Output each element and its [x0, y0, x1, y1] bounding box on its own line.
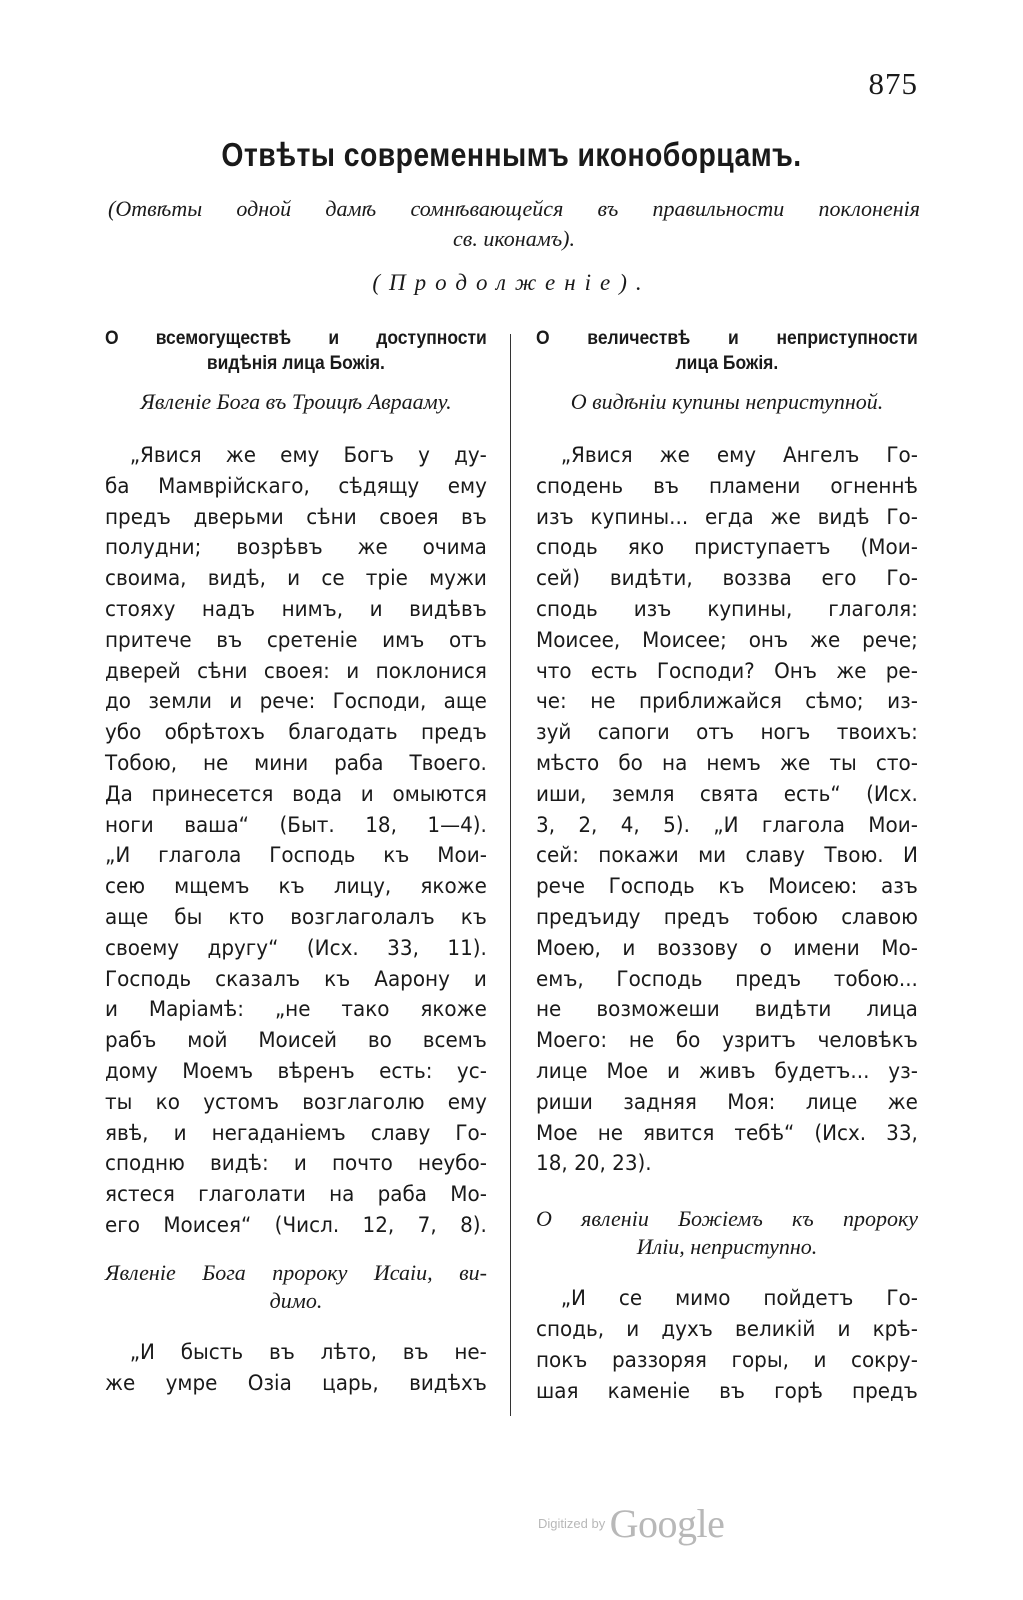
- text-line: рече Господь къ Моисею: азъ: [536, 874, 918, 899]
- text-line: аще бы кто возглаголалъ къ: [105, 904, 487, 929]
- right-subheading-1: О видѣніи купины неприступной.: [570, 389, 884, 414]
- text-line: шая каменіе въ горѣ предъ: [536, 1378, 918, 1403]
- text-line: своему другу“ (Исх. 33, 11).: [105, 935, 487, 960]
- text-line: что есть Господи? Онъ же ре-: [536, 658, 918, 683]
- text-line: не возможеши видѣти лица: [536, 997, 918, 1022]
- text-line: изъ купины... егда же видѣ Го-: [536, 504, 918, 529]
- text-line: предъ дверьми сѣни своея въ: [105, 504, 487, 529]
- text-line: рабъ мой Моисей во всемъ: [105, 1028, 487, 1053]
- left-heading-line-2: видѣнія лица Божія.: [206, 353, 385, 374]
- text-line: его Моисея“ (Числ. 12, 7, 8).: [105, 1212, 487, 1237]
- text-line: Моисее, Моисее; онъ же рече;: [536, 627, 918, 652]
- text-line: „И бысть въ лѣто, въ не-: [129, 1339, 487, 1364]
- text-line: ты ко устомъ возглаголю ему: [105, 1089, 487, 1114]
- text-line: сей) видѣти, воззва его Го-: [536, 566, 918, 591]
- text-line: иши, земля свята есть“ (Исх.: [536, 781, 918, 806]
- right-paragraph-2: [536, 1283, 918, 1406]
- text-line: емъ, Господь предъ тобою...: [536, 966, 918, 991]
- watermark-prefix: Digitized by: [538, 1516, 606, 1531]
- left-column: [105, 326, 487, 1398]
- text-line: своима, видѣ, и се тріе мужи: [105, 566, 487, 591]
- right-subheading-2-line-2: Иліи, неприступно.: [636, 1234, 818, 1260]
- text-line: лице Мое и живъ будетъ... уз-: [536, 1058, 918, 1083]
- text-line: до земли и рече: Господи, аще: [105, 689, 487, 714]
- text-line: сей: покажи ми славу Твою. И: [536, 843, 918, 868]
- right-section-heading: [536, 326, 918, 376]
- text-line: че: не приближайся сѣмо; из-: [536, 689, 918, 714]
- column-divider: [510, 334, 511, 1416]
- text-line: явѣ, и негаданіемъ славу Го-: [105, 1120, 487, 1145]
- text-line: „И се мимо пойдетъ Го-: [560, 1286, 918, 1311]
- text-line: Тобою, не мини раба Твоего.: [105, 750, 487, 775]
- text-line: Моего: не бо узритъ человѣкъ: [536, 1028, 918, 1053]
- continued-label: (Продолженіе).: [372, 270, 651, 295]
- page-number: 875: [868, 66, 918, 101]
- google-logo: Google: [609, 1501, 725, 1546]
- text-line: риши задняя Моя: лице же: [536, 1089, 918, 1114]
- text-line: сподь, и духъ великій и крѣ-: [536, 1316, 918, 1341]
- text-line: ястеся глаголати на раба Мо-: [105, 1182, 487, 1207]
- page-title: Отвѣты современнымъ иконоборцамъ.: [221, 136, 802, 173]
- text-line: „Явися же ему Богъ у ду-: [129, 443, 487, 467]
- text-line: сподь изъ купины, глаголя:: [536, 596, 918, 621]
- text-line: сподню видѣ: и почто неубо-: [105, 1151, 487, 1176]
- text-line: Мое не явится тебѣ“ (Исх. 33,: [536, 1120, 918, 1145]
- text-line: Моею, и воззову о имени Мо-: [536, 935, 918, 960]
- text-line: ба Мамврійскаго, сѣдящу ему: [105, 473, 487, 498]
- right-heading-line-1: О величествѣ и неприступности: [536, 328, 918, 349]
- right-subheading-2: [536, 1205, 918, 1261]
- right-paragraph-1: [536, 440, 918, 1179]
- digitized-watermark: [538, 1500, 724, 1547]
- text-line: Господь сказалъ къ Аарону и: [105, 966, 487, 991]
- text-line: стояху надъ нимъ, и видѣвъ: [105, 596, 487, 621]
- text-line: сподень въ пламени огненнѣ: [536, 473, 918, 498]
- text-line: покъ раззоряя горы, и сокру-: [536, 1347, 918, 1372]
- text-line: „И глагола Господь къ Мои-: [105, 843, 487, 868]
- text-line: мѣсто бо на немъ же ты сто-: [536, 750, 918, 775]
- right-column: [536, 326, 918, 1406]
- right-heading-line-2: лица Божія.: [675, 353, 779, 374]
- text-line: убо обрѣтохъ благодать предъ: [105, 720, 487, 745]
- text-line: же умре Озіа царь, видѣхъ: [105, 1370, 487, 1395]
- text-line: зуй сапоги отъ ногъ твоихъ:: [536, 720, 918, 745]
- text-line: сею мщемъ къ лицу, якоже: [105, 874, 487, 899]
- subtitle-line-1: (Отвѣты одной дамѣ сомнѣвающейся въ правильности поклоненія: [108, 196, 920, 221]
- left-paragraph-2: [105, 1337, 487, 1399]
- text-line: „Явися же ему Ангелъ Го-: [560, 443, 918, 467]
- left-heading-line-1: О всемогуществѣ и доступности: [105, 328, 487, 349]
- left-subheading-2: [105, 1259, 487, 1315]
- text-line: сподь яко приступаетъ (Мои-: [536, 535, 918, 560]
- subtitle: [108, 194, 920, 254]
- left-section-heading: [105, 326, 487, 376]
- text-line: ноги ваша“ (Быт. 18, 1—4).: [105, 812, 487, 837]
- text-line: предъиду предъ тобою славою: [536, 904, 918, 929]
- subtitle-line-2: св. иконамъ).: [453, 226, 575, 251]
- text-line: 3, 2, 4, 5). „И глагола Мои-: [536, 812, 918, 837]
- text-line: притече въ сретеніе имъ отъ: [105, 627, 487, 652]
- text-line: дому Моемъ вѣренъ есть: ус-: [105, 1058, 487, 1083]
- left-paragraph-1: [105, 440, 487, 1241]
- right-subheading-2-line-1: О явленіи Божіемъ къ пророку: [536, 1206, 918, 1232]
- text-line: Да принесется вода и омыются: [105, 781, 487, 806]
- left-subheading-2-line-1: Явленіе Бога пророку Исаіи, ви-: [105, 1259, 487, 1285]
- text-line: и Маріамѣ: „не тако якоже: [105, 997, 487, 1022]
- text-line: дверей сѣни своея: и поклонися: [105, 658, 487, 683]
- text-line: 18, 20, 23).: [536, 1151, 652, 1176]
- left-subheading-1: Явленіе Бога въ Троицѣ Аврааму.: [140, 389, 452, 414]
- text-line: полудни; возрѣвъ же очима: [105, 535, 487, 560]
- left-subheading-2-line-2: димо.: [269, 1287, 323, 1313]
